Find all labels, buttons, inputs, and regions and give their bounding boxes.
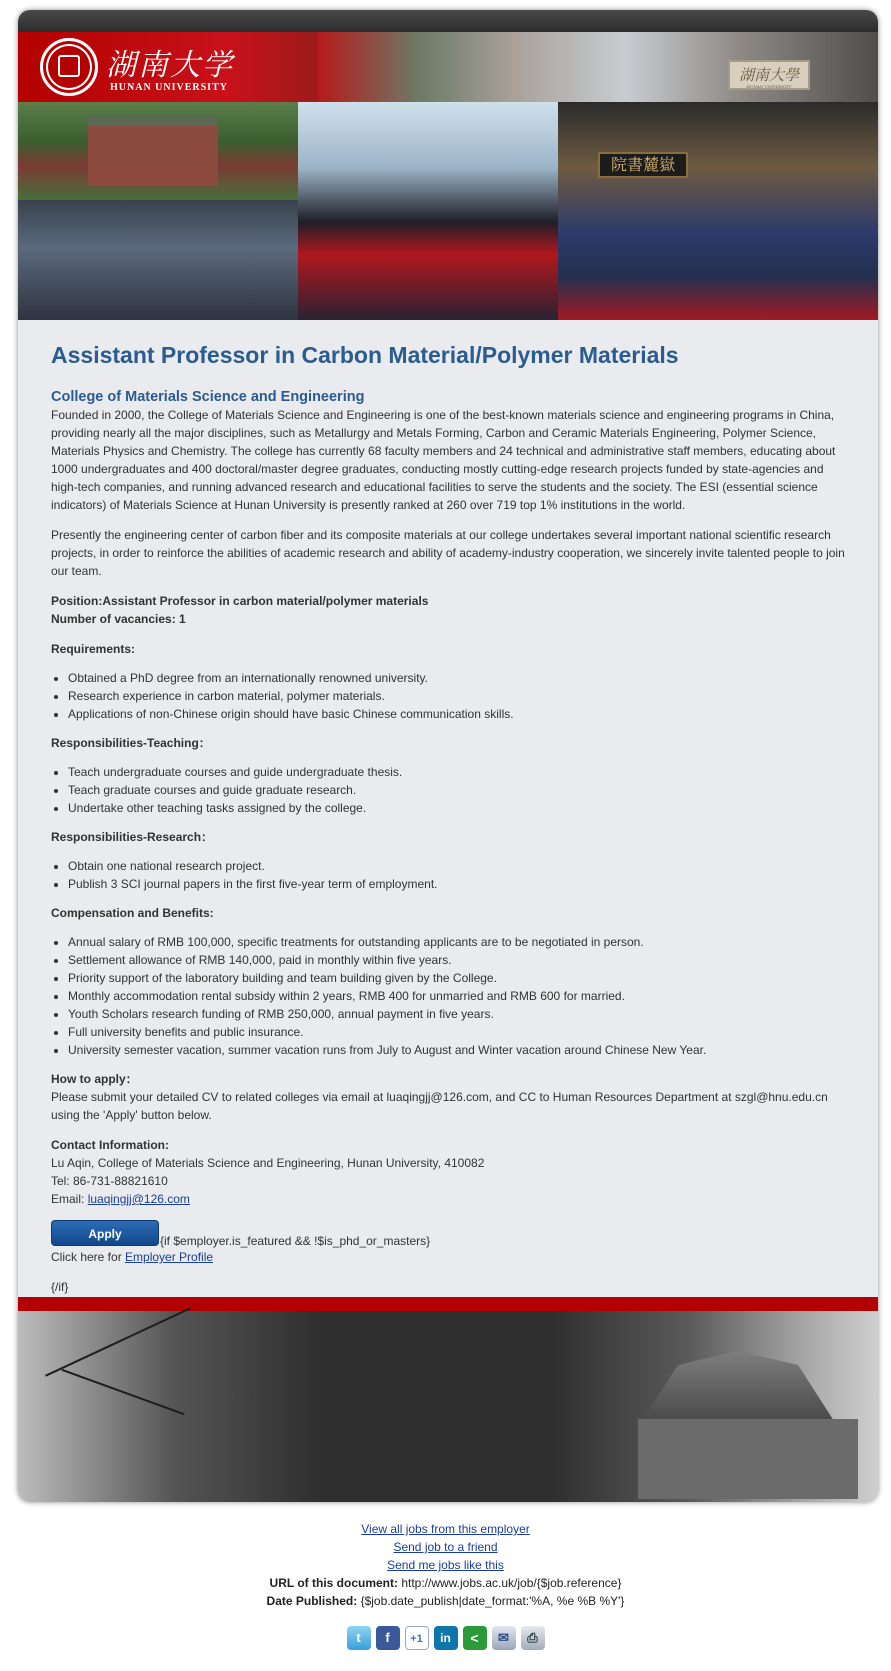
list-item: • Monthly accommodation rental subsidy within 2 years, RMB 400 for unmarried and RMB 600 for married. xyxy=(68,987,851,1005)
intro-paragraph-1: Founded in 2000, the College of Materials Science and Engineering is one of the best-known materials science and engineering programs in China, providing nearly all the major disciplines, such as Metallurgy and Metals Forming, Carbon and Ceramic Materials Engineering, Polymer Science, Materials Physics and Chemistry. The college has currently 68 faculty members and 24 technical and administrative staff members, educating about 1000 undergraduates and 400 doctoral/master degree graduates, conducting mostly cutting-edge research projects funded by state-agencies and high-tech companies, and running advanced research and educational facilities to serve the students and the society. The ESI (essential science indicators) of Materials Science at Hunan University is presently ranked at 260 over 719 top 1% institutions in the world. xyxy=(51,408,836,512)
job-content xyxy=(51,328,851,1296)
send-to-friend-link[interactable]: Send job to a friend xyxy=(393,1540,498,1554)
building-shape xyxy=(88,116,218,186)
contact-heading: Contact Information: xyxy=(51,1138,169,1152)
requirements-heading: Requirements: xyxy=(51,642,136,656)
url-line xyxy=(0,1574,891,1592)
list-item: • Teach graduate courses and guide graduate research. xyxy=(68,781,851,799)
contact-address: Lu Aqin, College of Materials Science and Engineering, Hunan University, 410082 xyxy=(51,1156,485,1170)
how-to-apply-heading: How to apply： xyxy=(51,1072,138,1086)
employer-profile-line xyxy=(51,1248,851,1266)
list-item: • Full university benefits and public insurance. xyxy=(68,1023,851,1041)
template-if-text: {if $employer.is_featured && !$is_phd_or_masters} xyxy=(160,1234,431,1248)
requirements-list xyxy=(68,669,851,723)
list-item: • Youth Scholars research funding of RMB 250,000, annual payment in five years. xyxy=(68,1005,851,1023)
facebook-icon[interactable]: f xyxy=(376,1626,400,1650)
list-item: • Research experience in carbon material, polymer materials. xyxy=(68,687,851,705)
graduation-ceremony-photo xyxy=(558,102,878,320)
contact-email-link[interactable]: luaqingjj@126.com xyxy=(87,1192,190,1206)
url-value: http://www.jobs.ac.uk/job/{$job.reference} xyxy=(397,1576,622,1590)
gate-sign-subtext: HUNAN UNIVERSITY xyxy=(746,84,792,89)
research-heading: Responsibilities-Research： xyxy=(51,830,214,844)
vacancies-line: Number of vacancies: 1 xyxy=(51,612,186,626)
research-list xyxy=(68,857,851,893)
date-line xyxy=(0,1592,891,1610)
footer-photo xyxy=(18,1311,878,1502)
job-title: Assistant Professor in Carbon Material/Polymer Materials xyxy=(51,342,679,368)
compensation-heading: Compensation and Benefits: xyxy=(51,906,214,920)
university-gate-photo xyxy=(318,32,878,102)
top-bar xyxy=(18,10,878,32)
temple-wall xyxy=(638,1419,858,1499)
teaching-list xyxy=(68,763,851,817)
job-advert-frame xyxy=(18,10,878,1502)
header-banner xyxy=(18,32,878,320)
click-here-text: Click here for xyxy=(51,1250,126,1264)
teaching-heading: Responsibilities-Teaching： xyxy=(51,736,211,750)
list-item: • Applications of non-Chinese origin should have basic Chinese communication skills. xyxy=(68,705,851,723)
compensation-list xyxy=(68,933,851,1059)
academy-sign: 院書麓嶽 xyxy=(598,152,688,178)
university-seal-icon xyxy=(40,38,98,96)
footer-banner xyxy=(18,1297,878,1502)
university-name-chinese: 湖南大学 xyxy=(106,48,234,83)
date-label: Date Published: xyxy=(266,1594,358,1608)
university-name-english: HUNAN UNIVERSITY xyxy=(110,82,228,93)
list-item: • Obtain one national research project. xyxy=(68,857,851,875)
list-item: • Teach undergraduate courses and guide undergraduate thesis. xyxy=(68,763,851,781)
apply-button[interactable]: Apply xyxy=(51,1220,159,1246)
college-heading: College of Materials Science and Engineering xyxy=(51,389,365,405)
how-to-apply-text: Please submit your detailed CV to related colleges via email at luaqingjj@126.com, and CC to Human Resources Department at szgl@hnu.edu.cn using the 'Apply' button below. xyxy=(51,1090,828,1122)
graduates-photo xyxy=(298,102,558,320)
gate-sign-text: 湖南大學 xyxy=(738,66,799,84)
gate-sign xyxy=(728,60,810,90)
similar-jobs-link[interactable]: Send me jobs like this xyxy=(387,1558,504,1572)
intro-paragraph-2: Presently the engineering center of carbon fiber and its composite materials at our college undertakes several important national scientific research projects, in order to reinforce the abilities of academic research and ability of academy-industry cooperation, we sincerely invite talented people to join our team. xyxy=(51,528,845,578)
list-item: • Annual salary of RMB 100,000, specific treatments for outstanding applicants are to be negotiated in person. xyxy=(68,933,851,951)
employer-profile-link[interactable]: Employer Profile xyxy=(125,1250,214,1264)
url-label: URL of this document: xyxy=(269,1576,398,1590)
list-item: • Settlement allowance of RMB 140,000, paid in monthly within five years. xyxy=(68,951,851,969)
contact-email-label: Email: xyxy=(51,1192,88,1206)
position-line: Position:Assistant Professor in carbon material/polymer materials xyxy=(51,594,429,608)
share-bar xyxy=(0,1626,891,1650)
contact-email-line xyxy=(51,1190,851,1208)
list-item: • Publish 3 SCI journal papers in the first five-year term of employment. xyxy=(68,875,851,893)
list-item: • Undertake other teaching tasks assigned by the college. xyxy=(68,799,851,817)
date-value: {$job.date_publish|date_format:'%A, %e %B %Y'} xyxy=(357,1594,625,1608)
university-logo xyxy=(40,38,280,98)
temple-roof xyxy=(618,1351,858,1421)
view-all-jobs-link[interactable]: View all jobs from this employer xyxy=(361,1522,530,1536)
google-plus-icon[interactable]: +1 xyxy=(405,1626,429,1650)
footer-red-band xyxy=(18,1297,878,1311)
email-icon[interactable]: ✉ xyxy=(492,1626,516,1650)
page-footer xyxy=(0,1520,891,1650)
contact-tel: Tel: 86-731-88821610 xyxy=(51,1174,168,1188)
print-icon[interactable]: ⎙ xyxy=(521,1626,545,1650)
linkedin-icon[interactable]: in xyxy=(434,1626,458,1650)
twitter-icon[interactable]: t xyxy=(347,1626,371,1650)
template-endif-text: {/if} xyxy=(51,1280,69,1294)
campus-building-photo xyxy=(18,102,298,200)
list-item: • Obtained a PhD degree from an internationally renowned university. xyxy=(68,669,851,687)
sharethis-icon[interactable]: < xyxy=(463,1626,487,1650)
list-item: • University semester vacation, summer vacation runs from July to August and Winter vacation around Chinese New Year. xyxy=(68,1041,851,1059)
apply-row xyxy=(51,1220,851,1246)
list-item: • Priority support of the laboratory building and team building given by the College. xyxy=(68,969,851,987)
staff-group-photo xyxy=(18,200,298,320)
